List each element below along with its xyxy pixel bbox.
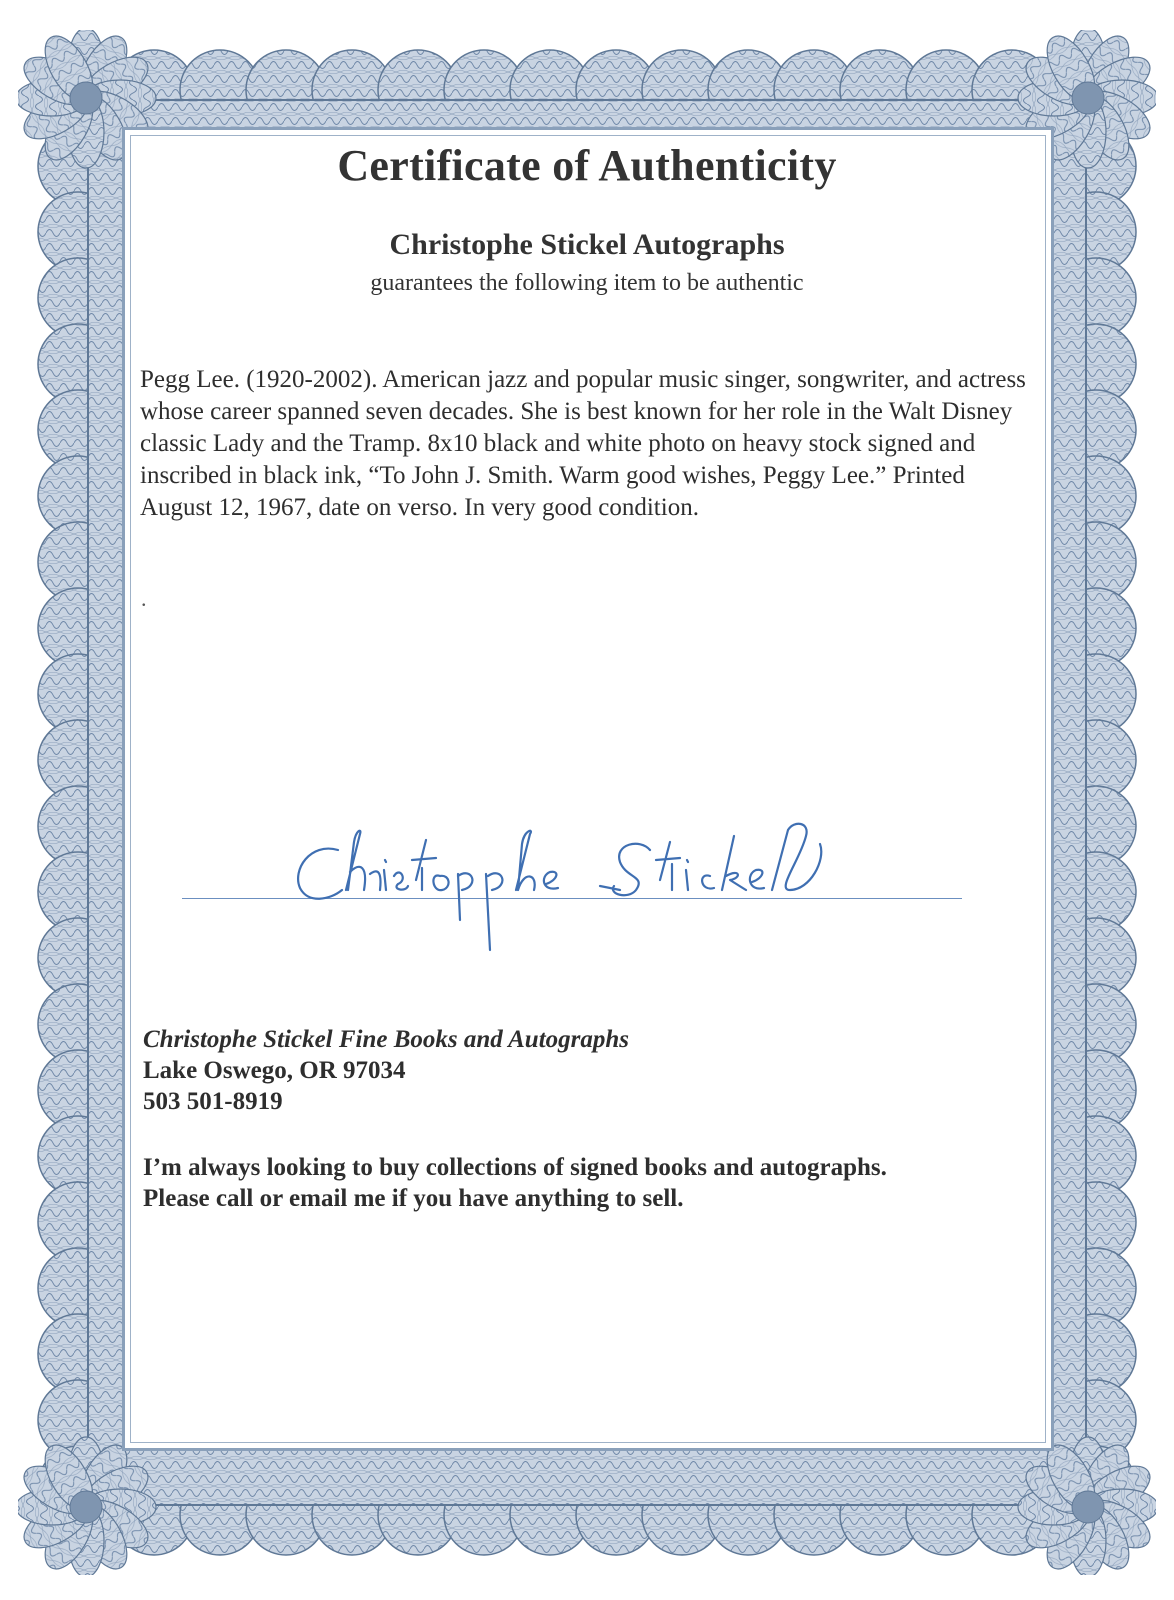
- certificate-inner-panel: [122, 127, 1054, 1451]
- certificate-title: Certificate of Authenticity: [337, 141, 837, 190]
- signature-text: Christophe Stickel: [290, 820, 298, 821]
- dealer-phone: 503 501-8919: [143, 1088, 283, 1115]
- dealer-info: [143, 1024, 943, 1117]
- dealer-location: Lake Oswego, OR 97034: [143, 1057, 406, 1084]
- dealer-name: Christophe Stickel Fine Books and Autographs: [143, 1026, 629, 1053]
- stray-mark: .: [141, 586, 147, 611]
- closing-note: [143, 1152, 1043, 1214]
- item-description: Pegg Lee. (1920-2002). American jazz and popular music singer, songwriter, and actress whose career spanned seven decades. She is best known for her role in the Walt Disney classic Lady and the Tramp. 8x10 black and white photo on heavy stock signed and inscribed in black ink, “To John J. Smith. Warm good wishes, Peggy Lee.” Printed August 12, 1967, date on verso. In very good condition.: [140, 366, 1026, 521]
- guarantee-tagline: guarantees the following item to be authentic: [370, 270, 804, 296]
- closing-line-2: Please call or email me if you have anything to sell.: [143, 1185, 684, 1212]
- closing-line-1: I’m always looking to buy collections of signed books and autographs.: [143, 1154, 887, 1181]
- handwritten-signature: [290, 820, 870, 970]
- issuer-name: Christophe Stickel Autographs: [389, 228, 785, 261]
